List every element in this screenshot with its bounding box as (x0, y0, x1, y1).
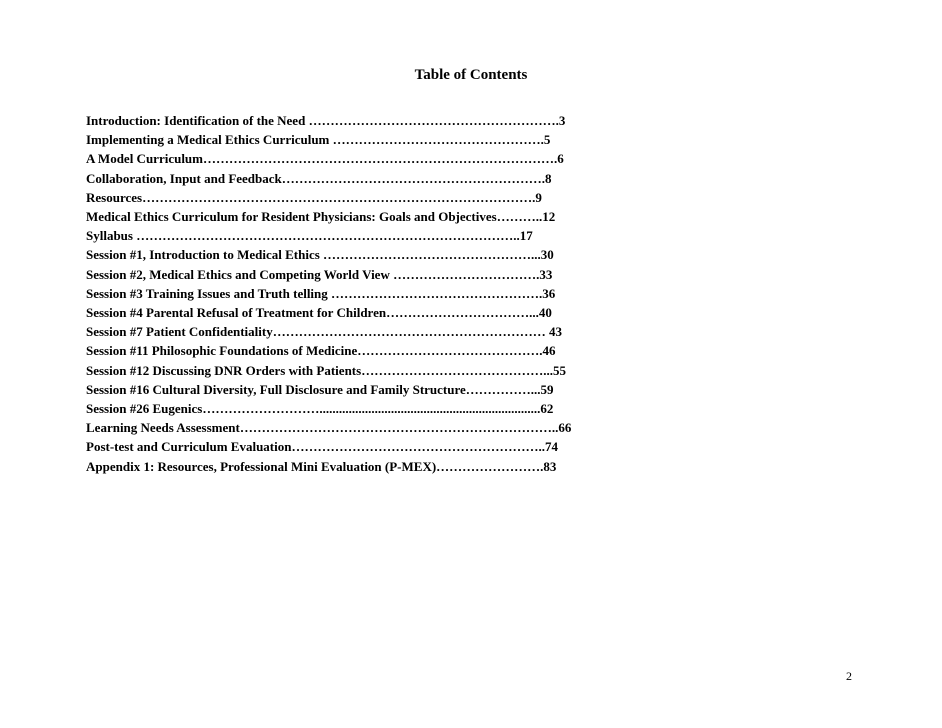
toc-entry-session-7 (86, 322, 571, 341)
toc-entry-title: Session #7 Patient Confidentiality (86, 324, 273, 340)
toc-entry-page: .8 (541, 170, 552, 186)
toc-entry-syllabus (86, 226, 571, 245)
toc-entry-title: Session #3 Training Issues and Truth telling (86, 285, 332, 301)
toc-entry-session-2 (86, 265, 571, 284)
toc-entry-title: Session #2, Medical Ethics and Competing World View (86, 266, 394, 282)
toc-entry-leader: ……………………………………………………………… (239, 420, 552, 436)
toc-entry-leader: ………………………………………………… (308, 113, 556, 128)
toc-entry-page: 9 (535, 189, 542, 205)
toc-entry-page: ..74 (538, 439, 558, 455)
toc-entry-title: Implementing a Medical Ethics Curriculum (86, 132, 333, 148)
toc-entry-page: .62 (537, 401, 554, 417)
toc-entry-title: Session #1, Introduction to Medical Ethics (86, 247, 324, 263)
toc-entry-page: 43 (548, 324, 562, 340)
toc-entry-session-3 (86, 284, 571, 303)
toc-entry-page: ..66 (551, 420, 572, 436)
toc-entry-leader: …………………… (436, 458, 541, 474)
toc-entry-leader: …………………………………………………………………………… (136, 228, 514, 244)
toc-entry-leader: ……………………………………………………… (272, 324, 549, 340)
toc-entry-title: Post-test and Curriculum Evaluation (86, 439, 292, 455)
toc-entry-leader: …………………………………………………… (281, 170, 542, 186)
toc-entry-post-test (86, 437, 571, 456)
toc-entry-page: ...55 (543, 362, 566, 378)
toc-entry-title: Session #16 Cultural Diversity, Full Disclosure and Family Structure (86, 381, 466, 397)
toc-entry-title: Syllabus (86, 228, 137, 244)
toc-entry-page: .83 (540, 458, 557, 474)
toc-entry-introduction (86, 111, 571, 130)
toc-entry-session-16 (86, 380, 571, 399)
toc-entry-page: ...59 (530, 381, 554, 397)
toc-entry-goals-objectives (86, 207, 571, 226)
toc-entry-page: 12 (542, 209, 556, 225)
toc-entry-leader: …………………………………… (361, 362, 544, 378)
toc-entry-appendix-1 (86, 457, 571, 476)
toc-entry-page: ..17 (513, 228, 533, 244)
toc-entry-session-1 (86, 245, 571, 264)
toc-entry-implementing (86, 130, 571, 149)
toc-entry-leader: ………………………………………………… (291, 439, 539, 455)
toc-entry-resources (86, 188, 571, 207)
toc-entry-page: .5 (540, 132, 551, 148)
toc-entry-page: .36 (539, 285, 556, 301)
toc-entry-collaboration (86, 169, 571, 188)
toc-entry-leader: ………………………………………… (331, 285, 540, 301)
toc-entry-session-11 (86, 341, 571, 360)
toc-entry-leader: ………………………................................................................... (202, 401, 538, 417)
toc-entry-leader: ……….. (496, 209, 543, 225)
toc-entry-page: .3 (555, 113, 566, 128)
toc-entry-page: .33 (536, 266, 553, 282)
toc-entry-title: A Model Curriculum (86, 151, 203, 167)
toc-entry-title: Introduction: Identification of the Need (86, 113, 309, 128)
toc-entry-session-26 (86, 399, 571, 418)
toc-entry-model-curriculum (86, 149, 571, 168)
toc-entry-leader: ……………………………………………………………………… (203, 151, 554, 167)
page-number: 2 (846, 669, 852, 683)
toc-entry-title: Session #4 Parental Refusal of Treatment for Children (86, 305, 387, 321)
toc-entry-leader: …………………………………… (357, 343, 540, 359)
toc-entry-title: Session #12 Discussing DNR Orders with Patients (86, 362, 362, 378)
toc-entry-page: ...40 (529, 305, 552, 321)
toc-entry-session-4 (86, 303, 571, 322)
toc-entry-title: Session #11 Philosophic Foundations of Medicine (86, 343, 358, 359)
page-title: Table of Contents (414, 67, 528, 83)
toc-entry-page: ...30 (531, 247, 554, 263)
toc-entry-leader: ………………………………………………………………………………. (142, 189, 536, 205)
toc-entry-leader: ………………………………………… (332, 132, 541, 148)
toc-entry-leader: …………………………… (386, 305, 530, 321)
toc-entry-title: Appendix 1: Resources, Professional Mini Evaluation (P-MEX) (86, 458, 437, 474)
toc-entry-leader: …………… (465, 381, 531, 397)
toc-entry-title: Session #26 Eugenics (86, 401, 203, 417)
toc-entry-leader: …………………………… (393, 266, 537, 282)
toc-list (86, 111, 571, 476)
toc-entry-page: .6 (554, 151, 564, 167)
toc-entry-title: Learning Needs Assessment (86, 420, 240, 436)
toc-entry-page: .46 (539, 343, 556, 359)
toc-entry-session-12 (86, 361, 571, 380)
toc-entry-title: Resources (86, 189, 143, 205)
toc-entry-learning-needs (86, 418, 571, 437)
toc-entry-title: Medical Ethics Curriculum for Resident Physicians: Goals and Objectives (86, 209, 497, 225)
toc-entry-title: Collaboration, Input and Feedback (86, 170, 282, 186)
toc-entry-leader: ………………………………………… (323, 247, 532, 263)
